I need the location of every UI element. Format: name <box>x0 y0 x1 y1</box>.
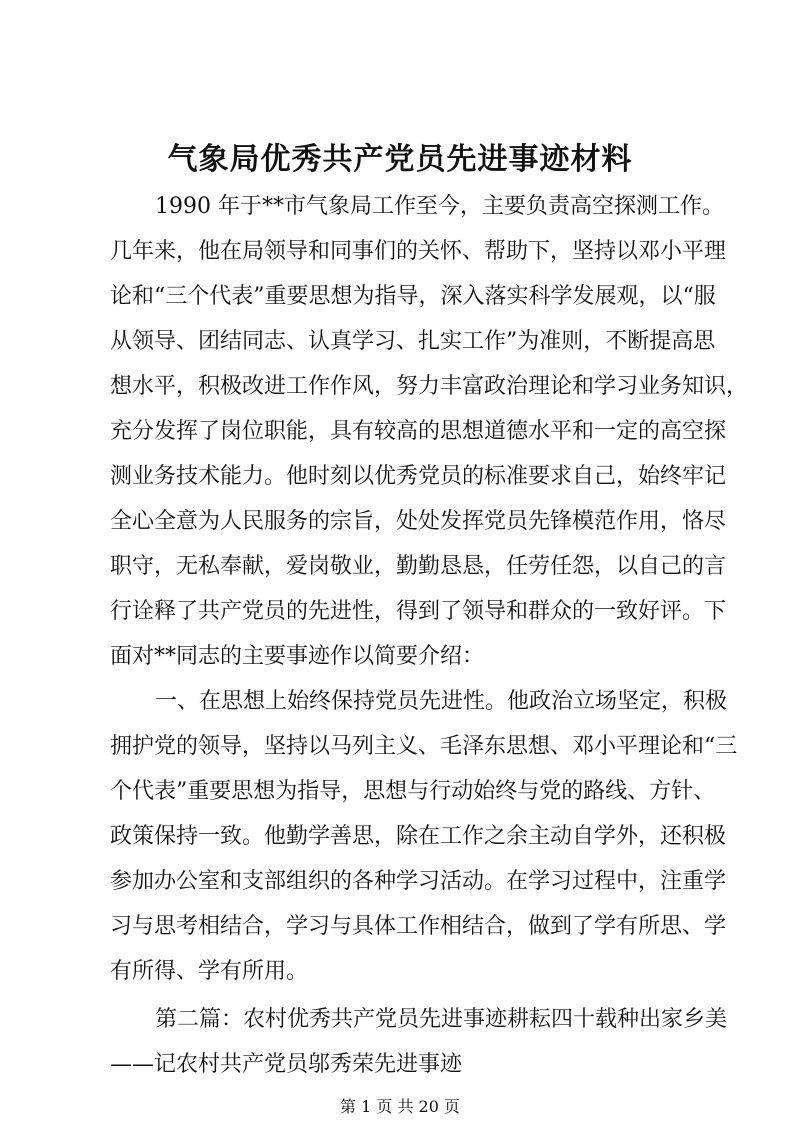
paragraph-line: 习与思考相结合，学习与具体工作相结合，做到了学有所思、学 <box>110 914 727 939</box>
paragraph-line: 参加办公室和支部组织的各种学习活动。在学习过程中，注重学 <box>110 869 727 894</box>
paragraph-line: 充分发挥了岗位职能，具有较高的思想道德水平和一定的高空探 <box>110 419 727 444</box>
paragraph-line: 测业务技术能力。他时刻以优秀党员的标准要求自己，始终牢记 <box>110 464 727 489</box>
paragraph-line: 拥护党的领导，坚持以马列主义、毛泽东思想、邓小平理论和“三 <box>110 734 738 759</box>
paragraph-line: 想水平，积极改进工作作风，努力丰富政治理论和学习业务知识， <box>110 374 749 399</box>
paragraph-line: 行诠释了共产党员的先进性，得到了领导和群众的一致好评。下 <box>110 599 727 624</box>
paragraph-line: 全心全意为人民服务的宗旨，处处发挥党员先锋模范作用，恪尽 <box>110 509 727 534</box>
paragraph-line: 几年来，他在局领导和同事们的关怀、帮助下，坚持以邓小平理 <box>110 239 727 264</box>
paragraph-line: 个代表”重要思想为指导，思想与行动始终与党的路线、方针、 <box>110 779 716 804</box>
section-heading-line: 第二篇：农村优秀共产党员先进事迹耕耘四十载种出家乡美 <box>155 1007 728 1032</box>
paragraph-line: 有所得、学有所用。 <box>110 959 309 984</box>
paragraph-line: 1990 年于**市气象局工作至今，主要负责高空探测工作。 <box>155 194 724 219</box>
paragraph-line: 政策保持一致。他勤学善思，除在工作之余主动自学外，还积极 <box>110 824 727 849</box>
paragraph-line: 论和“三个代表”重要思想为指导，深入落实科学发展观，以“服 <box>110 284 716 309</box>
paragraph-line: 面对**同志的主要事迹作以简要介绍： <box>110 644 485 669</box>
paragraph-line: 职守，无私奉献，爱岗敬业，勤勤恳恳，任劳任怨，以自己的言 <box>110 554 727 579</box>
document-title: 气象局优秀共产党员先进事迹材料 <box>167 142 633 177</box>
paragraph-line: 从领导、团结同志、认真学习、扎实工作”为准则，不断提高思 <box>110 329 716 354</box>
section-subheading-line: ——记农村共产党员邬秀荣先进事迹 <box>110 1052 463 1077</box>
page-footer: 第 1 页 共 20 页 <box>340 1097 460 1116</box>
paragraph-line: 一、在思想上始终保持党员先进性。他政治立场坚定，积极 <box>155 689 728 714</box>
